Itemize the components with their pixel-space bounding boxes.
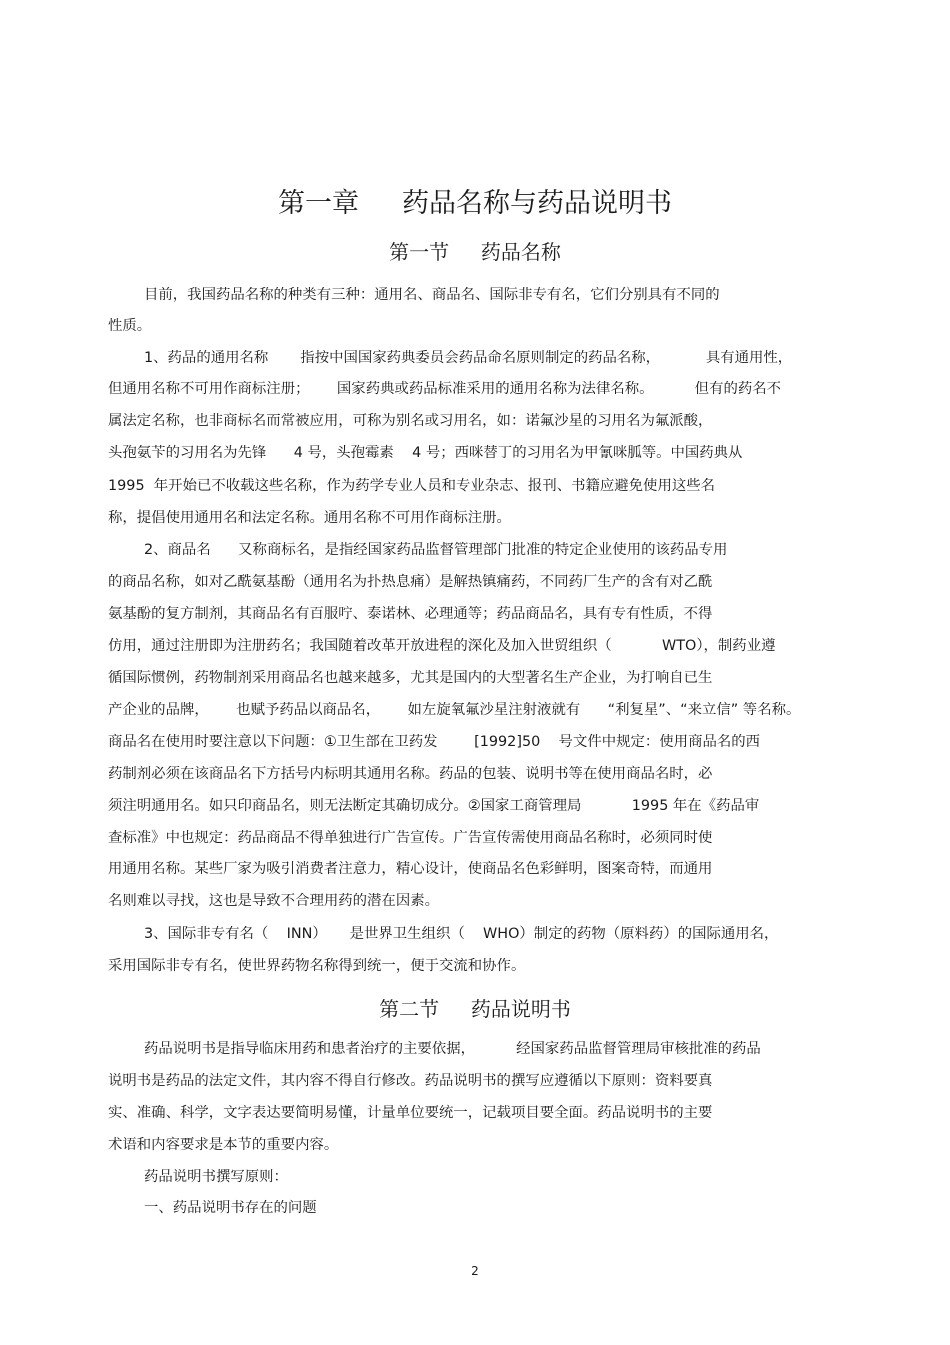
text-line: 但通用名称不可用作商标注册； 国家药典或药品标准采用的通用名称为法律名称。 但有的药名不 bbox=[108, 381, 782, 397]
text-line: 性质。 bbox=[108, 318, 152, 334]
text-line: 属法定名称，也非商标名而常被应用，可称为别名或习用名，如：诺氟沙星的习用名为氟派酸， bbox=[108, 413, 713, 429]
section-title-1: 第一节 药品名称 bbox=[389, 240, 561, 264]
text-line: 仿用，通过注册即为注册药名；我国随着改革开放进程的深化及加入世贸组织（ WTO），制药业遵 bbox=[108, 638, 776, 654]
text-line: 1、药品的通用名称 指按中国国家药典委员会药品命名原则制定的药品名称， 具有通用性， bbox=[144, 350, 793, 366]
text-line: 名则难以寻找，这也是导致不合理用药的潜在因素。 bbox=[108, 893, 439, 909]
text-line: 循国际惯例，药物制剂采用商品名也越来越多，尤其是国内的大型著名生产企业，为打响自已生 bbox=[108, 670, 713, 686]
text-line: 3、国际非专有名（ INN） 是世界卫生组织（ WHO）制定的药物（原料药）的国际通用名， bbox=[144, 926, 779, 942]
page-number: 2 bbox=[471, 1264, 479, 1278]
text-line: 目前，我国药品名称的种类有三种：通用名、商品名、国际非专有名，它们分别具有不同的 bbox=[144, 287, 720, 303]
text-line: 一、药品说明书存在的问题 bbox=[144, 1200, 317, 1216]
text-line: 实、准确、科学，文字表达要简明易懂，计量单位要统一，记载项目要全面。药品说明书的主要 bbox=[108, 1105, 713, 1121]
text-line: 头孢氨苄的习用名为先锋 4 号，头孢霉素 4 号；西咪替丁的习用名为甲氰咪胍等。中国药典从 bbox=[108, 445, 743, 461]
text-line: 的商品名称，如对乙酰氨基酚（通用名为扑热息痛）是解热镇痛药，不同药厂生产的含有对乙酰 bbox=[108, 574, 713, 590]
text-line: 称，提倡使用通用名和法定名称。通用名称不可用作商标注册。 bbox=[108, 510, 511, 526]
text-line: 药品说明书是指导临床用药和患者治疗的主要依据， 经国家药品监督管理局审核批准的药品 bbox=[144, 1041, 761, 1057]
text-line: 采用国际非专有名，使世界药物名称得到统一，便于交流和协作。 bbox=[108, 958, 526, 974]
text-line: 商品名在使用时要注意以下问题：①卫生部在卫药发 [1992]50 号文件中规定：使用商品名的西 bbox=[108, 734, 761, 750]
text-line: 说明书是药品的法定文件，其内容不得自行修改。药品说明书的撰写应遵循以下原则：资料要真 bbox=[108, 1073, 713, 1089]
text-line: 药制剂必须在该商品名下方括号内标明其通用名称。药品的包装、说明书等在使用商品名时，必 bbox=[108, 766, 713, 782]
text-line: 药品说明书撰写原则： bbox=[144, 1169, 288, 1185]
text-line: 2、商品名 又称商标名，是指经国家药品监督管理部门批准的特定企业使用的该药品专用 bbox=[144, 542, 728, 558]
text-line: 查标准》中也规定：药品商品不得单独进行广告宣传。广告宣传需使用商品名称时，必须同时使 bbox=[108, 830, 713, 846]
section-title-2: 第二节 药品说明书 bbox=[379, 997, 571, 1021]
chapter-title: 第一章 药品名称与药品说明书 bbox=[278, 188, 672, 219]
text-line: 术语和内容要求是本节的重要内容。 bbox=[108, 1137, 339, 1153]
text-line: 氨基酚的复方制剂，其商品名有百服咛、泰诺林、必理通等；药品商品名，具有专有性质，不得 bbox=[108, 606, 713, 622]
text-line: 用通用名称。某些厂家为吸引消费者注意力，精心设计，使商品名色彩鲜明，图案奇特，而通用 bbox=[108, 861, 713, 877]
text-line: 1995 年开始已不收载这些名称，作为药学专业人员和专业杂志、报刊、书籍应避免使用这些名 bbox=[108, 478, 716, 494]
text-line: 须注明通用名。如只印商品名，则无法断定其确切成分。②国家工商管理局 1995 年在《药品审 bbox=[108, 798, 760, 814]
text-line: 产企业的品牌， 也赋予药品以商品名， 如左旋氧氟沙星注射液就有 “利复星”、“来立信” 等名称。 bbox=[108, 702, 801, 718]
